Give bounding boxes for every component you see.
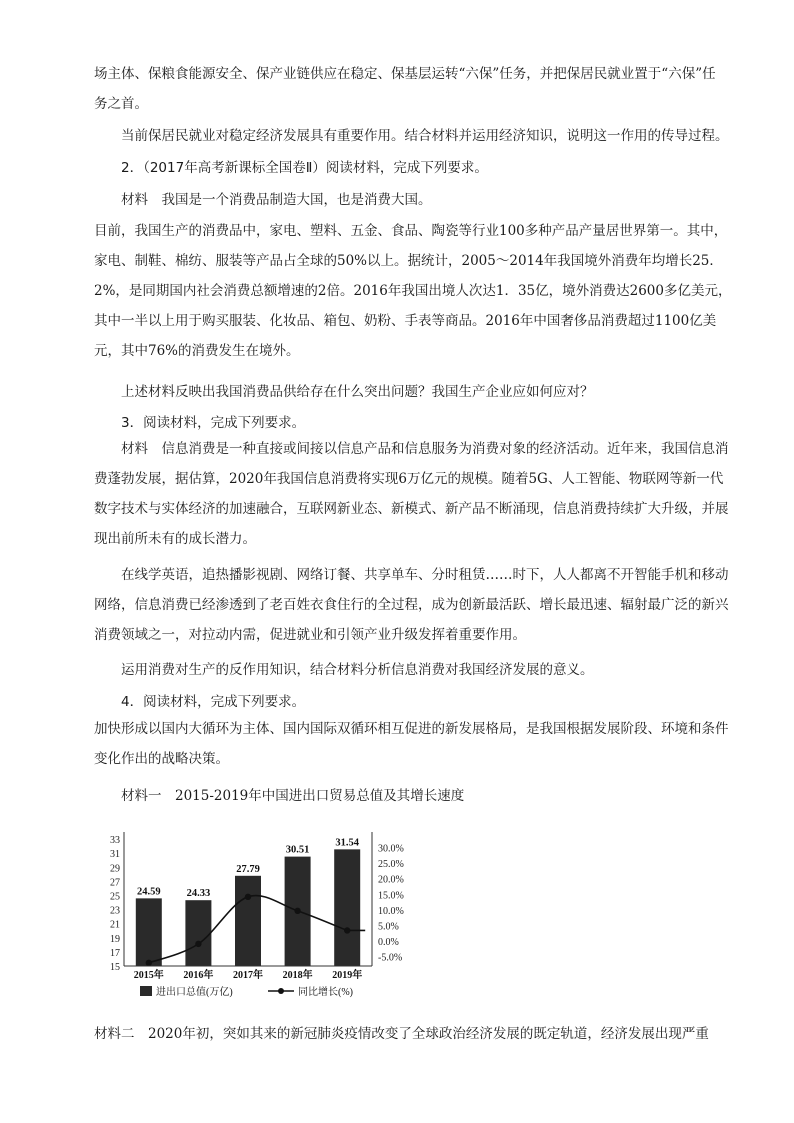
q4-intro: 加快形成以国内大循环为主体、国内国际双循环相互促进的新发展格局，是我国根据发展阶段、环境和条件变化作出的战略决策。 xyxy=(94,721,729,767)
x-tick-label: 2015年 xyxy=(133,970,164,981)
bar-data-label: 30.51 xyxy=(285,844,310,856)
left-tick-label: 31 xyxy=(110,849,120,861)
right-tick-label: 0.0% xyxy=(378,937,399,949)
q2-material-body: 目前，我国生产的消费品中，家电、塑料、五金、食品、陶瓷等行业100多种产品产量居世界第一。其中，家电、制鞋、棉纺、服装等产品占全球的50%以上。据统计，2005～2014年我国境外消费年均增长25．2%，是同期国内社会消费总额增速的2倍。2016年我国出境人次达1．35亿，境外消费达2600多亿美元，其中一半以上用于购买服装、化妆品、箱包、奶粉、手表等商品。2016年中国奢侈品消费超过1100亿美元，其中76%的消费发生在境外。 xyxy=(94,223,732,359)
growth-point xyxy=(344,927,350,933)
q3-question: 运用消费对生产的反作用知识，结合材料分析信息消费对我国经济发展的意义。 xyxy=(121,662,594,678)
legend-bar-swatch xyxy=(140,986,152,996)
bar xyxy=(235,876,261,966)
left-tick-label: 29 xyxy=(110,863,120,875)
right-tick-label: 10.0% xyxy=(378,905,404,917)
q4-material2: 材料二 2020年初，突如其来的新冠肺炎疫情改变了全球政治经济发展的既定轨道，经济发展出现严重 xyxy=(94,1026,709,1042)
left-tick-label: 33 xyxy=(110,835,120,847)
growth-point xyxy=(146,960,152,966)
right-tick-label: 5.0% xyxy=(378,921,399,933)
growth-point xyxy=(195,941,201,947)
x-tick-label: 2018年 xyxy=(282,970,313,981)
right-tick-label: 15.0% xyxy=(378,890,404,902)
left-tick-label: 19 xyxy=(110,933,120,945)
x-tick-label: 2016年 xyxy=(183,970,214,981)
x-tick-label: 2019年 xyxy=(332,970,363,981)
right-tick-label: 20.0% xyxy=(378,874,404,886)
bar-data-label: 24.59 xyxy=(136,886,161,898)
bar xyxy=(334,849,360,966)
bar-data-label: 27.79 xyxy=(236,863,260,875)
left-tick-label: 17 xyxy=(110,947,120,959)
growth-point xyxy=(294,908,300,914)
bar-data-label: 31.54 xyxy=(335,837,360,849)
bar xyxy=(136,898,162,966)
right-tick-label: 25.0% xyxy=(378,859,404,871)
q3-material-p1: 材料 信息消费是一种直接或间接以信息产品和信息服务为消费对象的经济活动。近年来，我国信息消费蓬勃发展，据估算，2020年我国信息消费将实现6万亿元的规模。随着5G、人工智能、物联网等新一代数字技术与实体经济的加速融合，互联网新业态、新模式、新产品不断涌现，信息消费持续扩大升级，并展现出前所未有的成长潜力。 xyxy=(94,441,729,547)
right-tick-label: -5.0% xyxy=(378,952,403,964)
q2-material-intro: 材料 我国是一个消费品制造大国，也是消费大国。 xyxy=(121,192,432,208)
right-tick-label: 30.0% xyxy=(378,843,404,855)
growth-point xyxy=(245,894,251,900)
legend-line-marker xyxy=(278,988,284,994)
q1-continuation-line2: 务之首。 xyxy=(94,96,148,112)
bar-data-label: 24.33 xyxy=(186,888,211,900)
x-tick-label: 2017年 xyxy=(233,970,263,981)
q4-heading: 4．阅读材料，完成下列要求。 xyxy=(121,694,306,710)
left-tick-label: 21 xyxy=(110,919,120,931)
legend-bar-label: 进出口总值(万亿) xyxy=(156,987,233,998)
q2-heading: 2．（2017年高考新课标全国卷Ⅱ）阅读材料，完成下列要求。 xyxy=(121,160,488,176)
left-tick-label: 25 xyxy=(110,891,120,903)
q3-heading: 3．阅读材料，完成下列要求。 xyxy=(121,415,306,431)
left-tick-label: 23 xyxy=(110,905,120,917)
q1-continuation-line1: 场主体、保粮食能源安全、保产业链供应在稳定、保基层运转“六保”任务，并把保居民就业置于“六保”任 xyxy=(94,66,716,82)
q4-material1-title: 材料一 2015-2019年中国进出口贸易总值及其增长速度 xyxy=(121,788,465,804)
q3-material-p2: 在线学英语，追热播影视剧、网络订餐、共享单车、分时租赁……时下，人人都离不开智能手机和移动网络，信息消费已经渗透到了老百姓衣食住行的全过程，成为创新最活跃、增长最迅速、辐射最广泛的新兴消费领域之一，对拉动内需，促进就业和引领产业升级发挥着重要作用。 xyxy=(94,567,729,643)
bar-series xyxy=(136,837,360,966)
left-tick-label: 27 xyxy=(110,877,120,889)
left-tick-label: 15 xyxy=(110,962,120,973)
legend-line-label: 同比增长(%) xyxy=(298,987,353,998)
q2-question: 上述材料反映出我国消费品供给存在什么突出问题？我国生产企业应如何应对？ xyxy=(121,384,594,400)
q1-question: 当前保居民就业对稳定经济发展具有重要作用。结合材料并运用经济知识，说明这一作用的传导过程。 xyxy=(121,128,729,144)
trade-chart xyxy=(108,826,428,1006)
chart-legend xyxy=(140,985,353,998)
bar xyxy=(185,900,211,966)
